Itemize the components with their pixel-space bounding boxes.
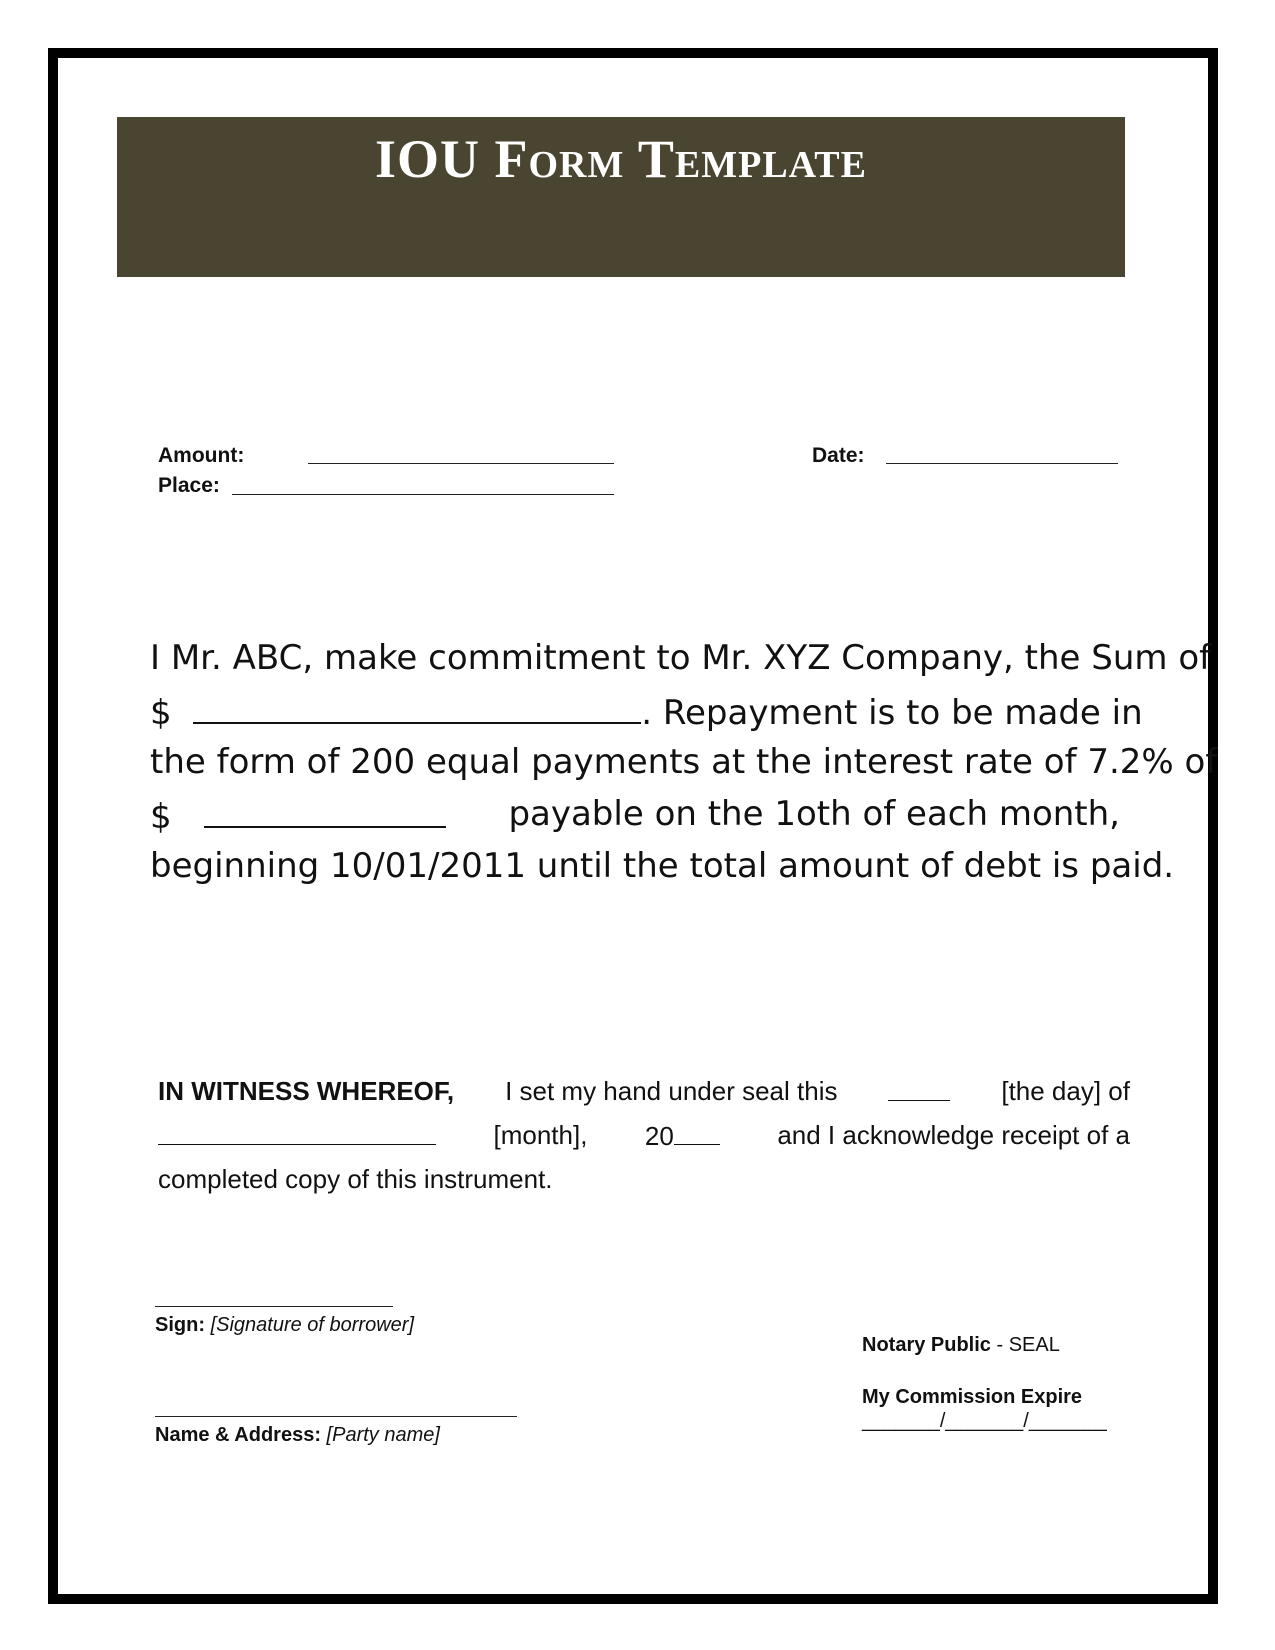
body-text: . Repayment is to be made in <box>641 693 1143 733</box>
amount-field[interactable] <box>308 463 614 464</box>
body-line-2 <box>150 690 1143 733</box>
body-line-1 <box>150 638 1212 678</box>
amount-label: Amount: <box>158 444 245 467</box>
notary-seal: - SEAL <box>996 1334 1060 1356</box>
sign-label <box>155 1314 414 1337</box>
witness-text: completed copy of this instrument. <box>158 1164 553 1194</box>
name-hint: [Party name] <box>326 1424 440 1446</box>
year-prefix: 20 <box>644 1121 674 1151</box>
payment-amount-blank[interactable] <box>204 794 446 828</box>
place-label: Place: <box>158 474 220 497</box>
sign-label-text: Sign: <box>155 1314 205 1336</box>
witness-line-3 <box>158 1164 1130 1195</box>
year-blank[interactable] <box>674 1120 720 1145</box>
witness-text: I set my hand under seal this <box>505 1076 838 1106</box>
place-field[interactable] <box>232 494 614 495</box>
body-text: I Mr. ABC, make commitment to Mr. XYZ Company, the Sum of <box>150 638 1212 678</box>
body-line-4 <box>150 794 1120 837</box>
body-line-5 <box>150 846 1175 886</box>
witness-text: [month], <box>493 1120 588 1150</box>
date-field[interactable] <box>886 463 1118 464</box>
signature-line[interactable] <box>155 1306 393 1307</box>
page-title: IOU Form Template <box>375 129 867 189</box>
name-label-text: Name & Address: <box>155 1424 321 1446</box>
dollar-sign: $ <box>150 693 172 733</box>
commission-label: My Commission Expire <box>862 1386 1083 1408</box>
date-label: Date: <box>812 444 865 467</box>
witness-lead: IN WITNESS WHEREOF, <box>158 1076 455 1106</box>
name-address-line[interactable] <box>155 1416 517 1417</box>
witness-line-1 <box>158 1076 1130 1107</box>
month-blank[interactable] <box>158 1120 436 1145</box>
commission-date-field[interactable]: _______/_______/_______ <box>862 1410 1107 1432</box>
body-text: the form of 200 equal payments at the interest rate of 7.2% of <box>150 742 1218 782</box>
witness-text: [the day] of <box>1001 1076 1130 1106</box>
witness-line-2 <box>158 1120 1130 1152</box>
name-address-label <box>155 1424 440 1447</box>
body-text: payable on the 1oth of each month, <box>508 794 1120 834</box>
body-text: beginning 10/01/2011 until the total amount of debt is paid. <box>150 846 1175 886</box>
notary-label: Notary Public <box>862 1334 991 1356</box>
dollar-sign: $ <box>150 797 172 837</box>
notary-public <box>862 1334 1060 1357</box>
body-line-3 <box>150 742 1218 782</box>
sign-hint: [Signature of borrower] <box>210 1314 414 1336</box>
witness-text: and I acknowledge receipt of a <box>777 1120 1130 1150</box>
day-blank[interactable] <box>888 1076 950 1101</box>
sum-amount-blank[interactable] <box>193 690 641 724</box>
